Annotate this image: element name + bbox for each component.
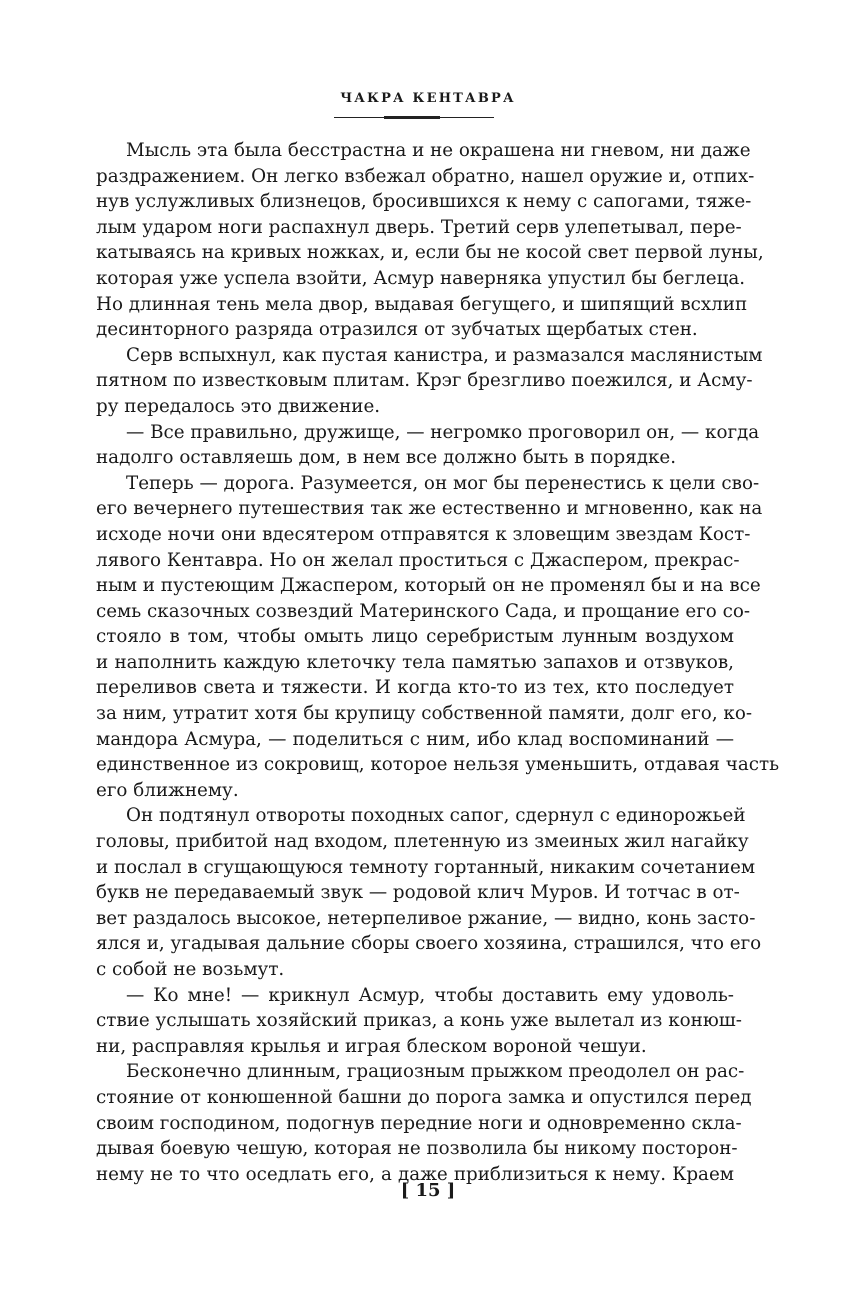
text-line: Серв вспыхнул, как пустая канистра, и размазался маслянистым	[126, 344, 763, 366]
text-line: Он подтянул отвороты походных сапог, сдернул с единорожьей	[126, 805, 746, 827]
text-line: стояние от конюшенной башни до порога замка и опустился перед	[96, 1086, 752, 1108]
text-line: с собой не возьмут.	[96, 959, 285, 980]
text-line: ни, расправляя крылья и играя блеском вороной чешуи.	[96, 1035, 647, 1057]
text-line: его вечернего путешествия так же естественно и мгновенно, как на	[96, 498, 763, 520]
text-line: катываясь на кривых ножках, и, если бы не косой свет первой луны,	[96, 242, 764, 264]
text-line: букв не передаваемый звук — родовой клич Муров. И тотчас в от-	[96, 882, 740, 904]
text-line: Бесконечно длинным, грациозным прыжком преодолел он рас-	[126, 1061, 745, 1083]
text-line: своим господином, подогнув передние ноги и одновременно скла-	[96, 1112, 742, 1134]
text-line: ным и пустеющим Джаспером, который он не променял бы и на все	[96, 575, 761, 597]
text-line: и наполнить каждую клеточку тела памятью запахов и отзвуков,	[96, 651, 734, 673]
running-head: ЧАКРА КЕНТАВРА	[340, 91, 516, 106]
running-head-rule-accent	[384, 116, 440, 119]
text-line: дывая боевую чешую, которая не позволила бы никому посторон-	[96, 1138, 738, 1160]
text-line: за ним, утратит хотя бы крупицу собственной памяти, долг его, ко-	[96, 703, 753, 725]
paragraph	[96, 471, 780, 804]
body-text	[96, 138, 780, 1187]
text-line: десинторного разряда отразился от зубчатых щербатых стен.	[96, 319, 698, 341]
paragraph	[96, 983, 742, 1060]
text-line: Теперь — дорога. Разумеется, он мог бы перенестись к цели сво-	[126, 472, 760, 494]
text-line: раздражением. Он легко взбежал обратно, нашел оружие и, отпих-	[96, 165, 755, 187]
text-line: нув услужливых близнецов, бросившихся к нему с сапогами, тяже-	[96, 191, 752, 213]
text-line: которая уже успела взойти, Асмур наверняка упустил бы беглеца.	[96, 267, 746, 289]
paragraph	[96, 343, 763, 420]
text-line: и послал в сгущающуюся темноту гортанный, никаким сочетанием	[96, 856, 756, 878]
text-line: лявого Кентавра. Но он желал проститься с Джаспером, прекрас-	[96, 549, 740, 571]
text-line: нему не то что оседлать его, а даже приблизиться к нему. Краем	[96, 1163, 734, 1185]
text-line: переливов света и тяжести. И когда кто-то из тех, кто последует	[96, 677, 734, 699]
text-line: — Ко мне! — крикнул Асмур, чтобы доставить ему удоволь-	[126, 984, 734, 1006]
text-line: ялся и, угадывая дальние сборы своего хозяина, страшился, что его	[96, 933, 762, 955]
page-number: [ 15 ]	[400, 1180, 456, 1201]
text-line: — Все правильно, дружище, — негромко проговорил он, — когда	[126, 421, 760, 443]
text-line: вет раздалось высокое, нетерпеливое ржание, — видно, конь засто-	[96, 907, 756, 929]
text-line: ствие услышать хозяйский приказ, а конь уже вылетал из конюш-	[96, 1010, 742, 1032]
text-line: Но длинная тень мела двор, выдавая бегущего, и шипящий всхлип	[96, 293, 748, 315]
text-line: исходе ночи они вдесятером отправятся к зловещим звездам Кост-	[96, 523, 751, 545]
text-line: стояло в том, чтобы омыть лицо серебристым лунным воздухом	[96, 626, 734, 648]
text-line: семь сказочных созвездий Материнского Сада, и прощание его со-	[96, 600, 751, 622]
text-line: надолго оставляешь дом, в нем все должно быть в порядке.	[96, 447, 677, 469]
paragraph	[96, 138, 764, 343]
text-line: Мысль эта была бесстрастна и не окрашена ни гневом, ни даже	[126, 140, 751, 161]
text-line: лым ударом ноги распахнул дверь. Третий серв улепетывал, пере-	[96, 216, 742, 238]
text-line: мандора Асмура, — поделиться с ним, ибо клад воспоминаний —	[96, 728, 734, 750]
text-line: его ближнему.	[96, 779, 239, 801]
paragraph	[96, 420, 760, 471]
paragraph	[96, 1059, 752, 1187]
text-line: головы, прибитой над входом, плетенную из змеиных жил нагайку	[96, 831, 749, 853]
text-line: ру передалось это движение.	[96, 395, 381, 417]
text-line: пятном по известковым плитам. Крэг брезгливо поежился, и Асму-	[96, 370, 753, 392]
text-line: единственное из сокровищ, которое нельзя уменьшить, отдавая часть	[96, 754, 780, 776]
paragraph	[96, 803, 762, 982]
